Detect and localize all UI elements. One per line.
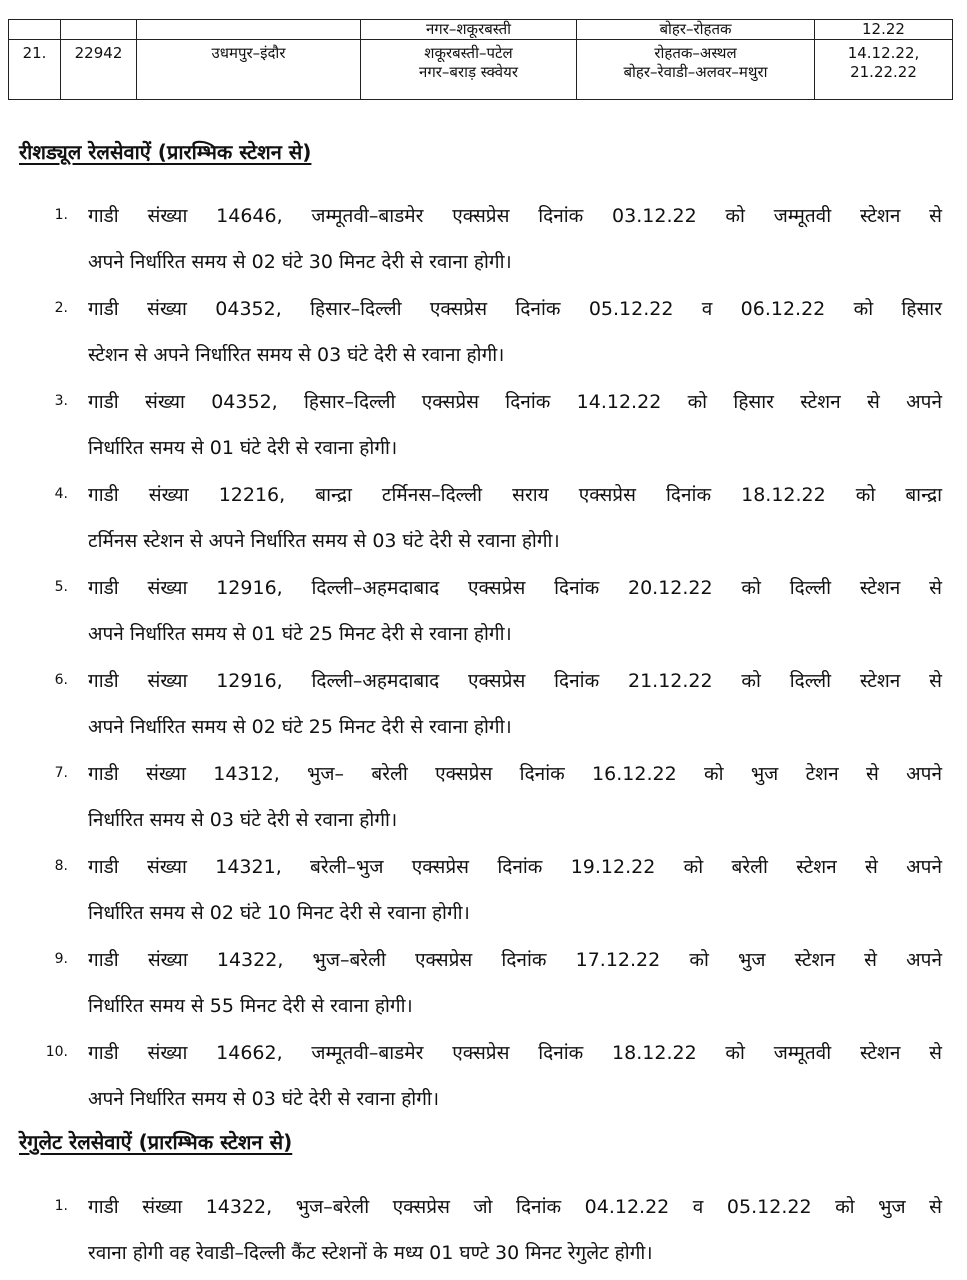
list-item <box>40 937 942 1029</box>
dates-cell: 12.22 <box>815 20 953 40</box>
item-text-line-2: स्टेशन से अपने निर्धारित समय से 03 घंटे देरी से रवाना होगी। <box>88 344 505 366</box>
item-text-line-1: गाडी संख्या 14322, भुज–बरेली एक्सप्रेस जो दिनांक 04.12.22 व 05.12.22 को भुज से <box>88 1196 942 1218</box>
item-text-line-2: टर्मिनस स्टेशन से अपने निर्धारित समय से 03 घंटे देरी से रवाना होगी। <box>88 530 560 552</box>
item-text-line-1: गाडी संख्या 14321, बरेली–भुज एक्सप्रेस दिनांक 19.12.22 को बरेली स्टेशन से अपने <box>88 856 942 878</box>
item-text <box>88 937 942 1029</box>
list-item <box>40 751 942 843</box>
list-item <box>40 1184 942 1276</box>
item-number: 7. <box>54 765 68 781</box>
item-text-line-1: गाडी संख्या 04352, हिसार–दिल्ली एक्सप्रेस दिनांक 14.12.22 को हिसार स्टेशन से अपने <box>88 391 942 413</box>
item-text <box>88 286 942 378</box>
item-text <box>88 379 942 471</box>
item-text-line-2: अपने निर्धारित समय से 02 घंटे 25 मिनट देरी से रवाना होगी। <box>88 716 512 738</box>
item-text-line-2: रवाना होगी वह रेवाडी–दिल्ली कैंट स्टेशनों के मध्य 01 घण्टे 30 मिनट रेगुलेट होगी। <box>88 1242 653 1264</box>
item-text <box>88 751 942 843</box>
item-number: 5. <box>54 579 68 595</box>
dates-line-2: 21.22.22 <box>850 63 917 81</box>
train-number-cell <box>61 20 137 40</box>
table-row <box>9 20 953 40</box>
dates-line-1: 14.12.22, <box>847 44 920 62</box>
via-line-1: रोहतक–अस्थल <box>654 44 737 62</box>
list-item <box>40 286 942 378</box>
item-number: 8. <box>54 858 68 874</box>
route-line-2: नगर–बराड़ स्क्वेयर <box>419 63 518 81</box>
via-line-2: बोहर–रेवाडी–अलवर–मथुरा <box>623 63 768 81</box>
item-text-line-2: अपने निर्धारित समय से 02 घंटे 30 मिनट देरी से रवाना होगी। <box>88 251 512 273</box>
item-number: 1. <box>54 1198 68 1214</box>
schedule-table <box>8 19 953 100</box>
serial-cell <box>9 20 61 40</box>
item-text <box>88 472 942 564</box>
train-name-cell <box>137 20 361 40</box>
item-text-line-2: निर्धारित समय से 03 घंटे देरी से रवाना होगी। <box>88 809 398 831</box>
item-text-line-2: निर्धारित समय से 01 घंटे देरी से रवाना होगी। <box>88 437 398 459</box>
list-item <box>40 379 942 471</box>
item-number: 10. <box>45 1044 68 1060</box>
item-text <box>88 193 942 285</box>
item-text-line-1: गाडी संख्या 04352, हिसार–दिल्ली एक्सप्रेस दिनांक 05.12.22 व 06.12.22 को हिसार <box>88 298 942 320</box>
serial-cell: 21. <box>9 40 61 100</box>
item-text-line-1: गाडी संख्या 14312, भुज– बरेली एक्सप्रेस दिनांक 16.12.22 को भुज टेशन से अपने <box>88 763 942 785</box>
item-number: 6. <box>54 672 68 688</box>
train-name-cell: उधमपुर–इंदौर <box>137 40 361 100</box>
route-cell <box>361 40 577 100</box>
item-number: 4. <box>54 486 68 502</box>
list-item <box>40 844 942 936</box>
list-item <box>40 658 942 750</box>
route-line-1: शकूरबस्ती–पटेल <box>424 44 513 62</box>
item-text <box>88 1184 942 1276</box>
dates-cell <box>815 40 953 100</box>
via-cell: बोहर–रोहतक <box>577 20 815 40</box>
item-text-line-2: निर्धारित समय से 55 मिनट देरी से रवाना होगी। <box>88 995 413 1017</box>
item-text-line-2: अपने निर्धारित समय से 03 घंटे देरी से रवाना होगी। <box>88 1088 440 1110</box>
item-text-line-2: निर्धारित समय से 02 घंटे 10 मिनट देरी से रवाना होगी। <box>88 902 470 924</box>
section-heading-rescheduled: रीशड्यूल रेलसेवाऐं (प्रारम्भिक स्टेशन से) <box>19 140 312 164</box>
item-number: 9. <box>54 951 68 967</box>
item-number: 3. <box>54 393 68 409</box>
item-text <box>88 1030 942 1122</box>
item-text <box>88 565 942 657</box>
list-item <box>40 472 942 564</box>
list-item <box>40 1030 942 1122</box>
train-number-cell: 22942 <box>61 40 137 100</box>
item-text-line-1: गाडी संख्या 14322, भुज–बरेली एक्सप्रेस दिनांक 17.12.22 को भुज स्टेशन से अपने <box>88 949 942 971</box>
list-item <box>40 193 942 285</box>
item-text-line-1: गाडी संख्या 14646, जम्मूतवी–बाडमेर एक्सप्रेस दिनांक 03.12.22 को जम्मूतवी स्टेशन से <box>88 205 942 227</box>
item-number: 2. <box>54 300 68 316</box>
route-cell: नगर–शकूरबस्ती <box>361 20 577 40</box>
list-item <box>40 565 942 657</box>
item-text-line-1: गाडी संख्या 12916, दिल्ली–अहमदाबाद एक्सप्रेस दिनांक 20.12.22 को दिल्ली स्टेशन से <box>88 577 942 599</box>
item-number: 1. <box>54 207 68 223</box>
item-text-line-1: गाडी संख्या 12216, बान्द्रा टर्मिनस–दिल्ली सराय एक्सप्रेस दिनांक 18.12.22 को बान्द्रा <box>88 484 942 506</box>
item-text-line-2: अपने निर्धारित समय से 01 घंटे 25 मिनट देरी से रवाना होगी। <box>88 623 512 645</box>
section-heading-regulated: रेगुलेट रेलसेवाऐं (प्रारम्भिक स्टेशन से) <box>19 1130 293 1154</box>
item-text-line-1: गाडी संख्या 12916, दिल्ली–अहमदाबाद एक्सप्रेस दिनांक 21.12.22 को दिल्ली स्टेशन से <box>88 670 942 692</box>
via-cell <box>577 40 815 100</box>
table-row <box>9 40 953 100</box>
item-text-line-1: गाडी संख्या 14662, जम्मूतवी–बाडमेर एक्सप्रेस दिनांक 18.12.22 को जम्मूतवी स्टेशन से <box>88 1042 942 1064</box>
item-text <box>88 658 942 750</box>
item-text <box>88 844 942 936</box>
